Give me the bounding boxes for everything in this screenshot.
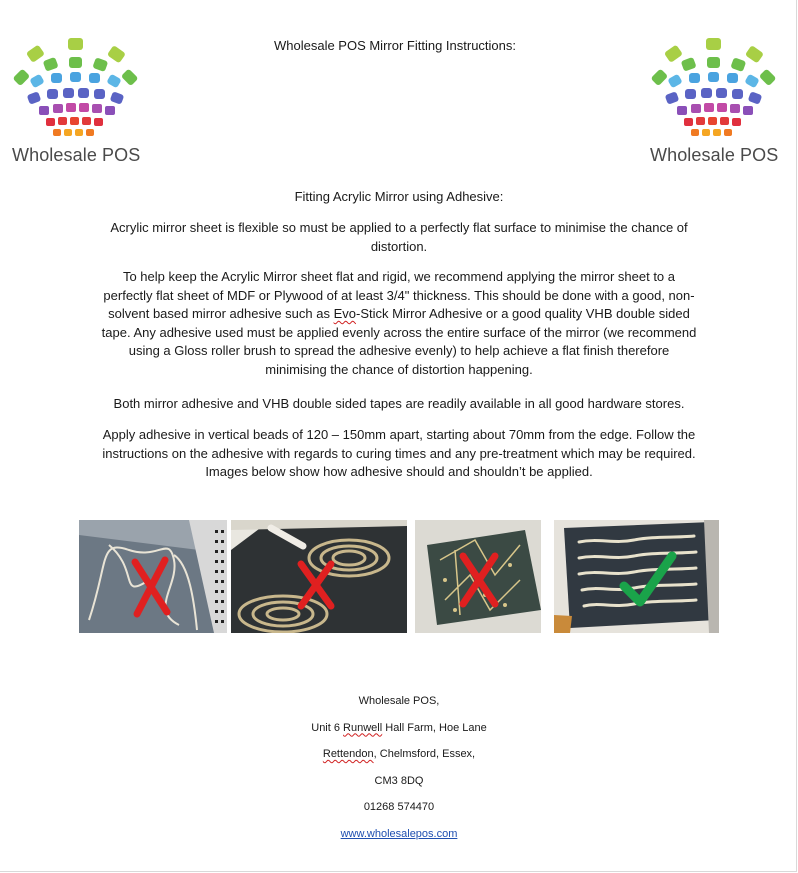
logo-left: [10, 36, 142, 166]
address-text: Unit 6: [311, 721, 344, 734]
address-text: Hall Farm, Hoe Lane: [382, 721, 487, 734]
section-title: Fitting Acrylic Mirror using Adhesive:: [294, 189, 504, 204]
paragraph-text: -Stick Mirror Adhesive or a good quality VHB double sided tape. Any adhesive used must be applied evenly across the entire surface of the mirror (we recommend using a Gloss roller brush to spread the adhesive evenly) to help achieve a flat finish therefore minimising the chance of distortion happening.: [101, 306, 697, 377]
website-link[interactable]: www.wholesalepos.com: [340, 827, 458, 840]
paragraph-flexible: Acrylic mirror sheet is flexible so must be applied to a perfectly flat surface to minimise the chance of distortion.: [110, 220, 688, 254]
phone-number: 01268 574470: [363, 801, 435, 813]
squiggle-adhesive-photo: [79, 520, 227, 633]
address-line-1: [0, 721, 798, 748]
logo-text: Wholesale POS: [650, 145, 779, 165]
address-block: [0, 694, 798, 853]
postcode: CM3 8DQ: [374, 774, 424, 787]
document-title: Wholesale POS Mirror Fitting Instructions:: [273, 38, 517, 53]
paragraph-recommendation: [100, 268, 698, 379]
paragraph-text: To help keep the Acrylic Mirror sheet flat and rigid, we recommend applying the mirror sheet to a perfectly flat sheet of MDF or Plywood of at least 3/4" thickness. This should be done with a good, non-solvent based mirror adhesive such as: [103, 269, 695, 321]
address-line-2: [0, 747, 798, 774]
logo-right: [648, 36, 780, 166]
logo-text: Wholesale POS: [12, 145, 141, 165]
logo-fan-icon: [648, 36, 780, 146]
spellcheck-word: Runwell: [343, 721, 383, 734]
paragraph-application: Apply adhesive in vertical beads of 120 – 150mm apart, starting about 70mm from the edge. Follow the instructions on the adhesive with regards to curing times and any pre-treatment which may be required. Images below show how adhesive should and shouldn’t be applied.: [102, 427, 696, 479]
spellcheck-word: Rettendon: [322, 748, 374, 760]
scribble-adhesive-photo: [415, 520, 541, 633]
spiral-adhesive-photo: [231, 520, 407, 633]
address-text: , Chelmsford, Essex,: [373, 748, 476, 760]
vertical-beads-adhesive-photo: [554, 520, 719, 633]
company-name: Wholesale POS,: [358, 695, 440, 707]
paragraph-availability: Both mirror adhesive and VHB double sided tapes are readily available in all good hardware stores.: [113, 396, 685, 411]
spellcheck-word: Evo: [333, 306, 356, 321]
